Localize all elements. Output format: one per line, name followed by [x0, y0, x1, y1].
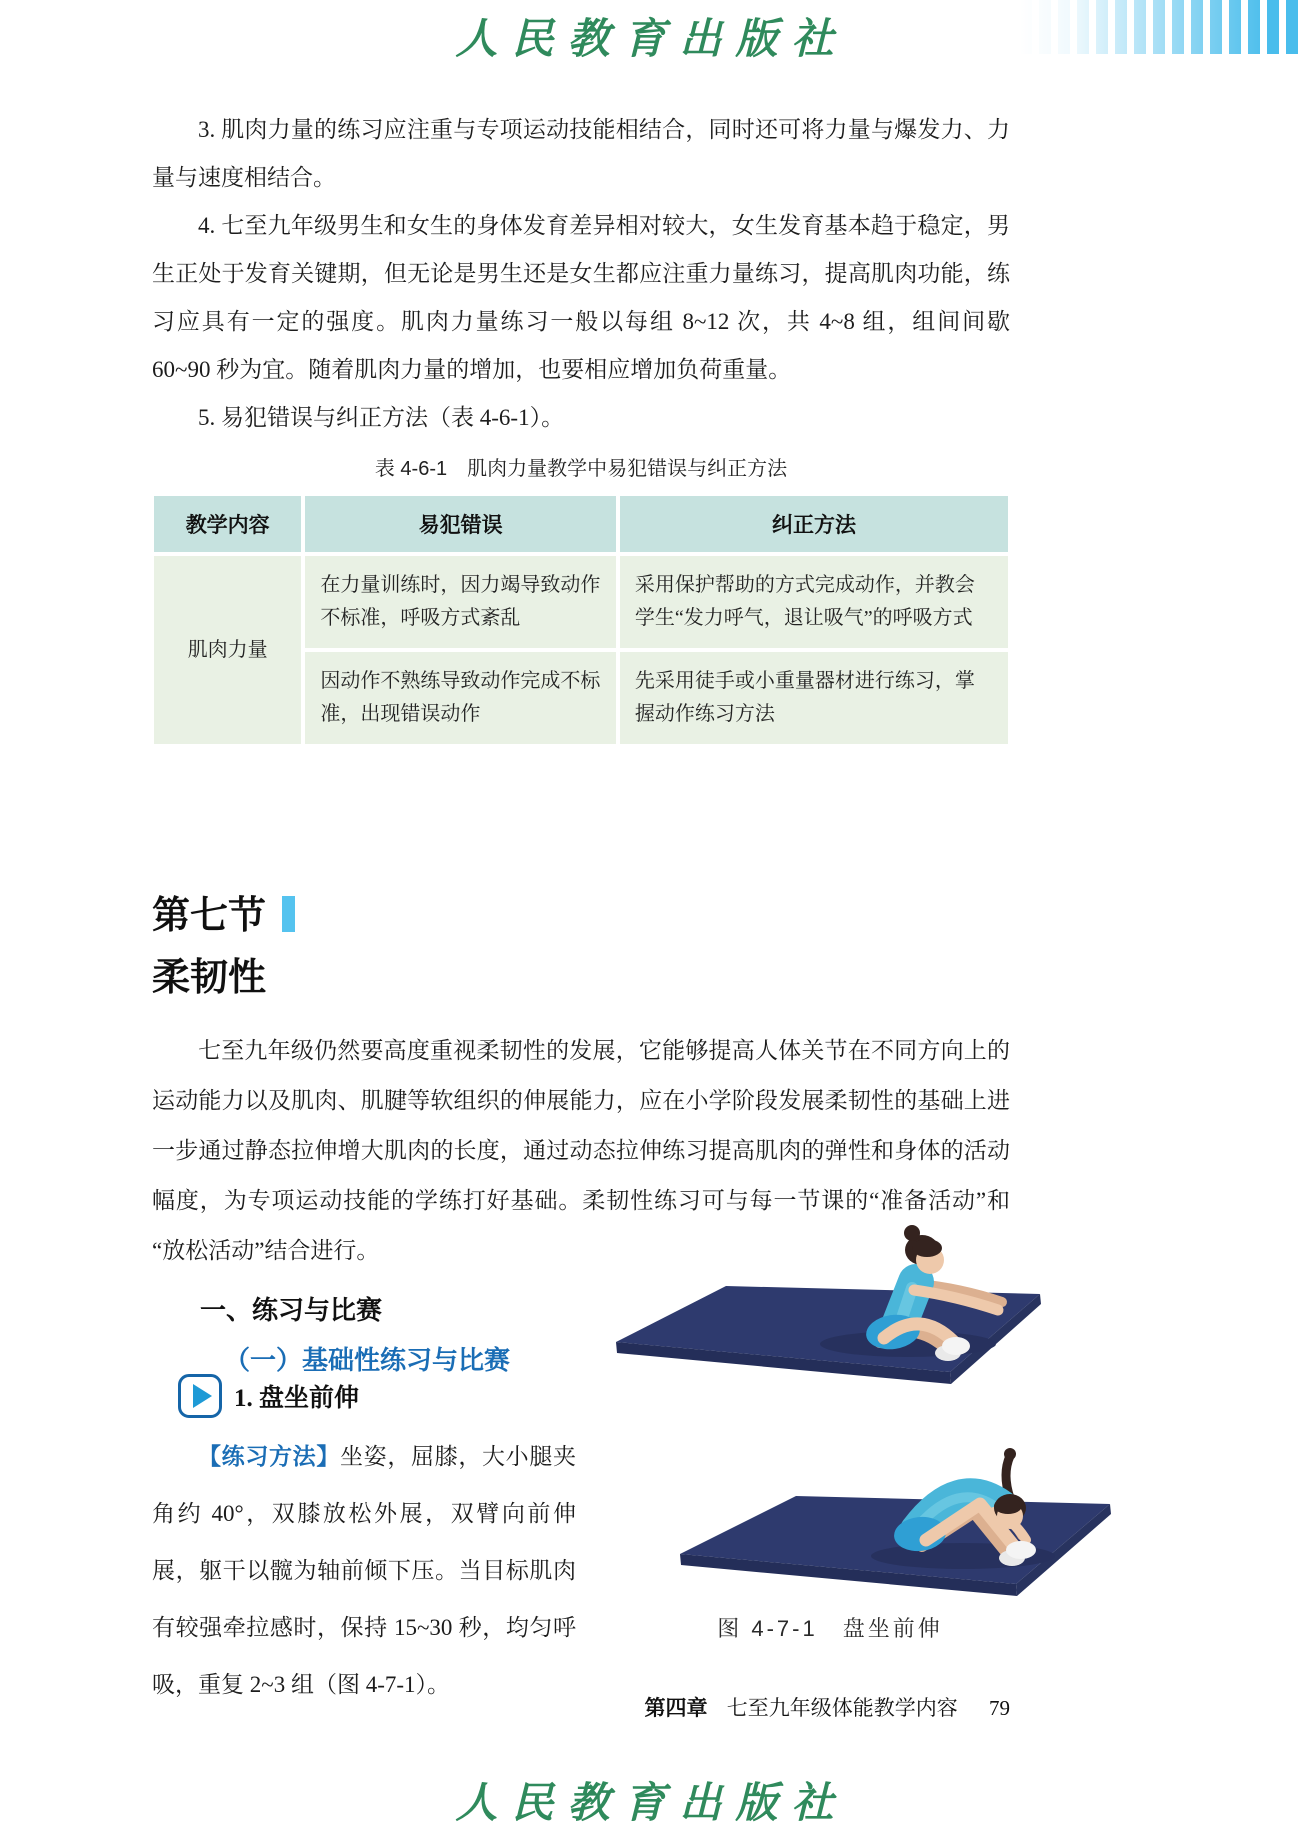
- footer-chapter: 第四章: [644, 1697, 708, 1720]
- play-triangle-icon: [193, 1384, 212, 1408]
- section-number-text: 第七节: [152, 895, 267, 937]
- table-row: [154, 556, 1008, 648]
- section-number: [152, 884, 295, 939]
- table-header-row: [154, 496, 1008, 552]
- paragraph-4: 4. 七至九年级男生和女生的身体发育差异相对较大，女生发育基本趋于稳定，男生正处于发育关键期，但无论是男生还是女生都应注重力量练习，提高肌肉功能，练习应具有一定的强度。肌肉力量练习一般以每组 8~12 次，共 4~8 组，组间间歇 60~90 秒为宜。随着肌肉力量的增加，也要相应增加负荷重量。: [152, 213, 1010, 382]
- subsection-heading-basic-practice: （一）基础性练习与比赛: [224, 1346, 511, 1375]
- footer-page-number: 79: [989, 1696, 1010, 1720]
- section-intro-paragraph: 七至九年级仍然要高度重视柔韧性的发展，它能够提高人体关节在不同方向上的运动能力以及肌肉、肌腱等软组织的伸展能力，应在小学阶段发展柔韧性的基础上进一步通过静态拉伸增大肌肉的长度，通过动态拉伸练习提高肌肉的弹性和身体的活动幅度，为专项运动技能的学练打好基础。柔韧性练习可与每一节课的“准备活动”和“放松活动”结合进行。: [152, 1038, 1010, 1263]
- correction-cell-1: 采用保护帮助的方式完成动作，并教会学生“发力呼气，退让吸气”的呼吸方式: [620, 556, 1008, 648]
- header-stripe-decoration: [1020, 0, 1303, 54]
- stretching-figure-folded: [658, 1408, 1118, 1608]
- col-header-correction-methods: 纠正方法: [620, 496, 1008, 552]
- footer-chapter-title: 七至九年级体能教学内容: [726, 1696, 958, 1720]
- col-header-teaching-content: 教学内容: [154, 496, 301, 552]
- practice-method-paragraph: [152, 1428, 576, 1713]
- section-accent-bar: [282, 896, 295, 932]
- subsection-heading-practice-competition: 一、练习与比赛: [200, 1295, 383, 1325]
- section-title: 柔韧性: [152, 957, 267, 999]
- correction-cell-2: 先采用徒手或小重量器材进行练习，掌握动作练习方法: [620, 652, 1008, 744]
- stretching-figure-upright: [598, 1200, 1048, 1395]
- error-cell-1: 在力量训练时，因力竭导致动作不标准，呼吸方式紊乱: [305, 556, 616, 648]
- error-cell-2: 因动作不熟练导致动作完成不标准，出现错误动作: [305, 652, 616, 744]
- page-footer: [645, 1692, 1011, 1722]
- exercise-item-title: 1. 盘坐前伸: [234, 1385, 360, 1412]
- exercise-item-row: [178, 1374, 359, 1418]
- body-paragraphs: [152, 106, 1010, 442]
- col-header-common-errors: 易犯错误: [305, 496, 616, 552]
- practice-method-label: 【练习方法】: [198, 1444, 340, 1469]
- publisher-logo-bottom: 人民教育出版社: [455, 1778, 848, 1827]
- paragraph-5: 5. 易犯错误与纠正方法（表 4-6-1）。: [198, 405, 565, 430]
- paragraph-3: 3. 肌肉力量的练习应注重与专项运动技能相结合，同时还可将力量与爆发力、力量与速度相结合。: [152, 117, 1010, 190]
- figure-caption: 图 4-7-1 盘坐前伸: [717, 1616, 943, 1641]
- publisher-logo-top: 人民教育出版社: [455, 14, 848, 63]
- table-caption: 表 4-6-1 肌肉力量教学中易犯错误与纠正方法: [374, 458, 788, 480]
- error-correction-table: [150, 492, 1012, 748]
- play-icon: [178, 1374, 222, 1418]
- row-label-muscle-strength: 肌肉力量: [154, 556, 301, 744]
- practice-method-text: 坐姿，屈膝，大小腿夹角约 40°，双膝放松外展，双臂向前伸展，躯干以髋为轴前倾下压。当目标肌肉有较强牵拉感时，保持 15~30 秒，均匀呼吸，重复 2~3 组（图 4-7-1）。: [152, 1444, 577, 1697]
